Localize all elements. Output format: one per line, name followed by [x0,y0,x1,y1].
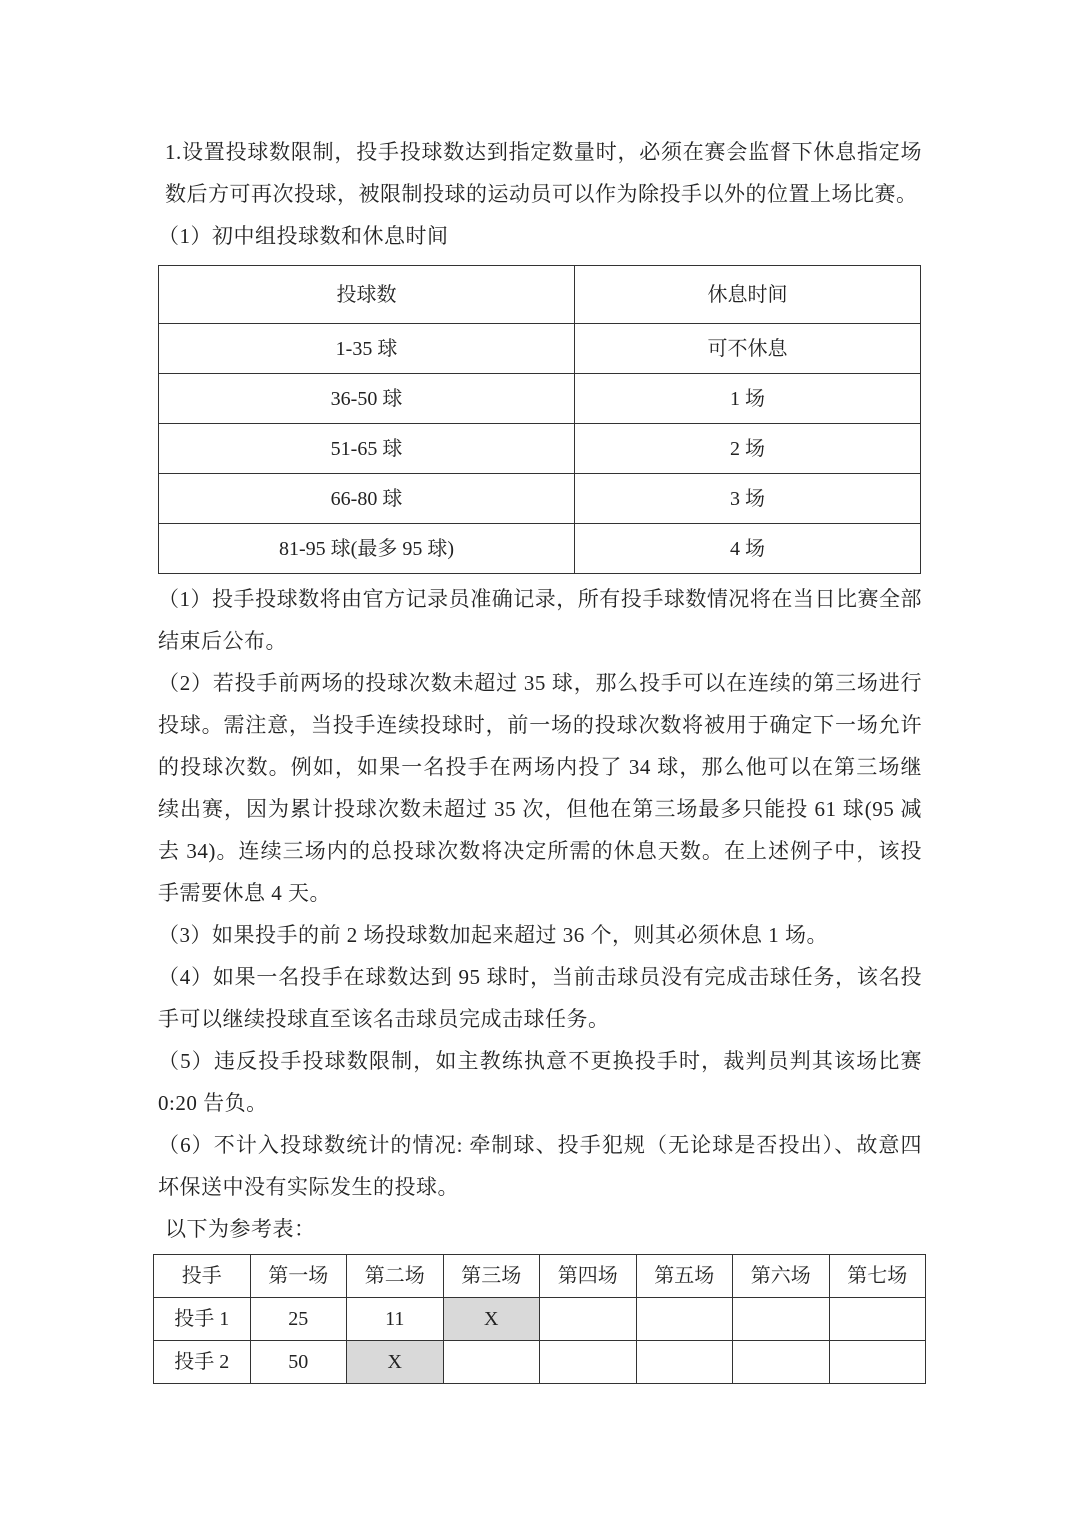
header-cell: 休息时间 [575,266,921,324]
table-row [159,474,921,524]
reference-table [153,1254,926,1384]
table-row [159,374,921,424]
table-row [159,424,921,474]
cell-shaded: X [443,1298,540,1341]
cell: 3 场 [575,474,921,524]
cell: 投手 1 [154,1298,251,1341]
rule-paragraph-1: （1）投手投球数将由官方记录员准确记录，所有投手球数情况将在当日比赛全部结束后公布。 [158,587,922,653]
intro-paragraph: 1.设置投球数限制，投手投球数达到指定数量时，必须在赛会监督下休息指定场数后方可再次投球，被限制投球的运动员可以作为除投手以外的位置上场比赛。 [165,140,922,206]
cell: 投手 2 [154,1341,251,1384]
header-cell: 第一场 [250,1255,347,1298]
cell: 51-65 球 [159,424,575,474]
cell: 4 场 [575,524,921,574]
header-cell: 第七场 [829,1255,926,1298]
pitch-rest-table [158,265,921,574]
cell: 50 [250,1341,347,1384]
header-cell: 第五场 [636,1255,733,1298]
table-row [159,524,921,574]
header-cell: 第四场 [540,1255,637,1298]
cell: 2 场 [575,424,921,474]
cell: 1 场 [575,374,921,424]
cell: 36-50 球 [159,374,575,424]
cell [636,1341,733,1384]
cell: 可不休息 [575,324,921,374]
cell: 25 [250,1298,347,1341]
cell [636,1298,733,1341]
rule-paragraph-3: （3）如果投手的前 2 场投球数加起来超过 36 个，则其必须休息 1 场。 [158,923,828,947]
cell: 11 [347,1298,444,1341]
rule-paragraph-4: （4）如果一名投手在球数达到 95 球时，当前击球员没有完成击球任务，该名投手可以继续投球直至该名击球员完成击球任务。 [158,965,922,1031]
cell [733,1298,830,1341]
reference-label: 以下为参考表： [165,1217,316,1241]
cell: 81-95 球(最多 95 球) [159,524,575,574]
header-cell: 第三场 [443,1255,540,1298]
rule-paragraph-2: （2）若投手前两场的投球次数未超过 35 球，那么投手可以在连续的第三场进行投球。需注意，当投手连续投球时，前一场的投球次数将被用于确定下一场允许的投球次数。例如，如果一名投手在两场内投了 34 球，那么他可以在第三场继续出赛，因为累计投球次数未超过 35 次，但他在第三场最多只能投 61 球(95 减去 34)。连续三场内的总投球次数将决定所需的休息天数。在上述例子中，该投手需要休息 4 天。 [158,671,922,905]
cell [540,1341,637,1384]
table-row [154,1341,926,1384]
cell-shaded: X [347,1341,444,1384]
cell [829,1298,926,1341]
cell [829,1341,926,1384]
cell: 1-35 球 [159,324,575,374]
rule-paragraph-6: （6）不计入投球数统计的情况: 牵制球、投手犯规（无论球是否投出）、故意四坏保送中没有实际发生的投球。 [158,1133,922,1199]
cell [733,1341,830,1384]
header-cell: 第二场 [347,1255,444,1298]
header-cell: 投手 [154,1255,251,1298]
cell [540,1298,637,1341]
cell [443,1341,540,1384]
header-cell: 第六场 [733,1255,830,1298]
table-header-row [154,1255,926,1298]
rule-paragraph-5: （5）违反投手投球数限制，如主教练执意不更换投手时，裁判员判其该场比赛 0:20 告负。 [158,1049,922,1115]
document-body [158,0,922,1424]
table-row [154,1298,926,1341]
table-header-row [159,266,921,324]
header-cell: 投球数 [159,266,575,324]
section-subtitle: （1）初中组投球数和休息时间 [158,224,449,248]
table-row [159,324,921,374]
cell: 66-80 球 [159,474,575,524]
